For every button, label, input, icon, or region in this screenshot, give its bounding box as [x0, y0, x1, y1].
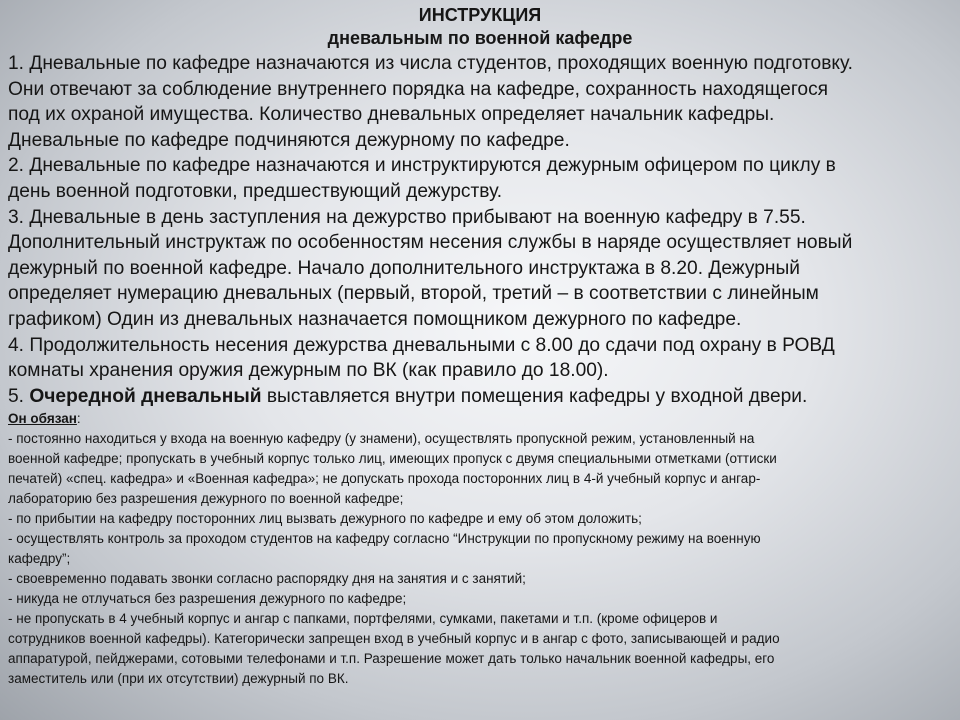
- document-subtitle: дневальным по военной кафедре: [327, 28, 633, 48]
- rule-line: 4. Продолжительность несения дежурства дневальными с 8.00 до сдачи под охрану в РОВД: [8, 334, 835, 356]
- obligation-line: кафедру”;: [8, 551, 71, 567]
- obligation-line: - постоянно находиться у входа на военную кафедру (у знамени), осуществлять пропускной режим, установленный на: [8, 431, 755, 447]
- rule-line: Они отвечают за соблюдение внутреннего порядка на кафедре, сохранность находящегося: [8, 78, 829, 100]
- rule-line: Дневальные по кафедре подчиняются дежурному по кафедре.: [8, 129, 570, 151]
- obligation-line: - по прибытии на кафедру посторонних лиц вызвать дежурного по кафедре и ему об этом доложить;: [8, 511, 642, 527]
- instruction-slide: [8, 4, 952, 689]
- rule-line: Дополнительный инструктаж по особенностям несения службы в наряде осуществляет новый: [8, 232, 853, 254]
- obligation-line: печатей) «спец. кафедра» и «Военная кафедра»; не допускать прохода посторонних лиц в 4-й учебный корпус и ангар-: [8, 471, 761, 487]
- rule-line: 1. Дневальные по кафедре назначаются из числа студентов, проходящих военную подготовку.: [8, 53, 853, 74]
- item5-bold: Очередной дневальный: [29, 385, 262, 407]
- rule-line: 2. Дневальные по кафедре назначаются и инструктируются дежурным офицером по циклу в: [8, 155, 836, 177]
- item5-number: 5.: [8, 385, 30, 407]
- obligation-line: - никуда не отлучаться без разрешения дежурного по кафедре;: [8, 591, 407, 607]
- item5-rest: выставляется внутри помещения кафедры у входной двери.: [261, 385, 808, 407]
- obligation-line: военной кафедре; пропускать в учебный корпус только лиц, имеющих пропуск с двумя специальными отметками (оттиски: [8, 451, 777, 467]
- rule-line: определяет нумерацию дневальных (первый, второй, третий – в соответствии с линейным: [8, 283, 819, 305]
- obligation-line: аппаратурой, пейджерами, сотовыми телефонами и т.п. Разрешение может дать только начальник военной кафедры, его: [8, 651, 775, 667]
- main-rules: [8, 51, 952, 409]
- rule-line: комнаты хранения оружия дежурным по ВК (как правило до 18.00).: [8, 360, 609, 382]
- rule-item-5: [8, 384, 952, 410]
- obligation-line: - своевременно подавать звонки согласно распорядку дня на занятия и с занятий;: [8, 571, 526, 587]
- obligation-line: сотрудников военной кафедры). Категорически запрещен вход в учебный корпус и в ангар с фото, записывающей и радио: [8, 631, 780, 647]
- obligations-heading: [8, 409, 952, 429]
- obligations: [8, 409, 952, 689]
- obligation-line: - не пропускать в 4 учебный корпус и ангар с папками, портфелями, сумками, пакетами и т.п. (кроме офицеров и: [8, 611, 718, 627]
- rule-line: графиком) Один из дневальных назначается помощником дежурного по кафедре.: [8, 308, 742, 330]
- rule-line: день военной подготовки, предшествующий дежурству.: [8, 180, 503, 202]
- obligations-colon: :: [76, 411, 81, 427]
- rule-line: 3. Дневальные в день заступления на дежурство прибывают на военную кафедру в 7.55.: [8, 206, 806, 228]
- rule-line: под их охраной имущества. Количество дневальных определяет начальник кафедры.: [8, 104, 775, 126]
- obligation-line: - осуществлять контроль за проходом студентов на кафедру согласно “Инструкции по пропускному режиму на военную: [8, 531, 761, 547]
- obligation-line: лабораторию без разрешения дежурного по военной кафедре;: [8, 491, 404, 507]
- document-title: ИНСТРУКЦИЯ: [418, 5, 542, 25]
- obligation-line: заместитель или (при их отсутствии) дежурный по ВК.: [8, 671, 349, 687]
- obligations-title: Он обязан: [8, 411, 77, 427]
- rule-line: дежурный по военной кафедре. Начало дополнительного инструктажа в 8.20. Дежурный: [8, 257, 801, 279]
